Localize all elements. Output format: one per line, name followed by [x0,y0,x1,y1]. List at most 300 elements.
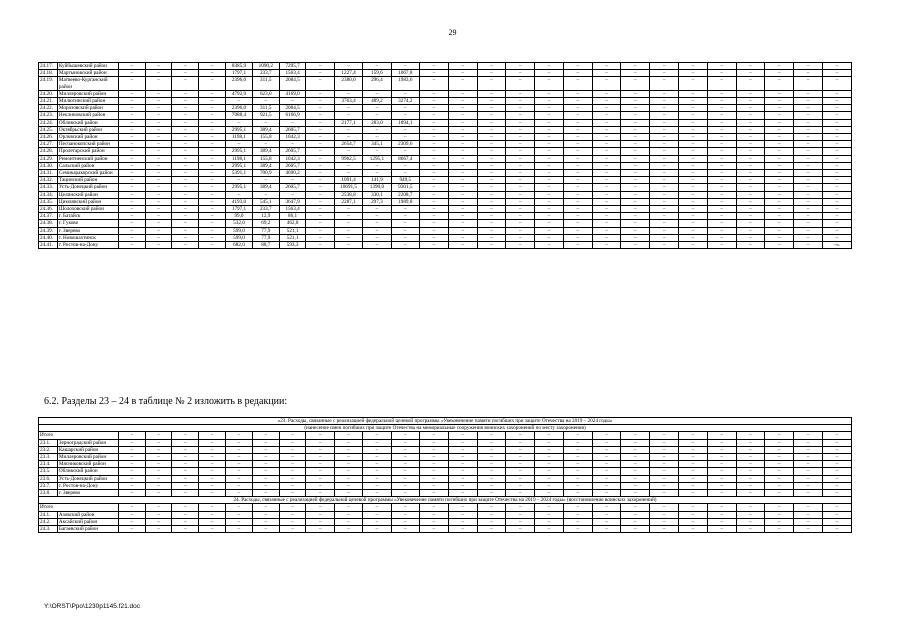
value-cell: – [679,177,708,184]
value-cell: – [363,242,391,249]
row-number: 23.3. [39,454,58,461]
value-cell: – [118,134,145,141]
value-cell: – [199,432,226,439]
value-cell: – [794,518,823,525]
value-cell: 1090,2 [252,63,279,70]
value-cell: 8385,9 [226,63,253,70]
value-cell: – [563,141,592,148]
value-cell: – [765,511,794,518]
value-cell: – [448,242,477,249]
value-cell: – [794,63,823,70]
value-cell: – [118,105,145,112]
table-row [39,526,852,533]
value-cell: – [707,98,736,105]
value-cell: – [145,198,172,205]
value-cell: – [650,234,679,241]
value-cell: – [794,206,823,213]
value-cell: 159,6 [363,70,391,77]
district-name: г. Зверево [57,227,118,234]
value-cell: 1227,4 [334,70,362,77]
value-cell: – [650,526,679,533]
value-cell: – [172,234,199,241]
section-header-row [39,425,852,432]
value-cell: – [172,105,199,112]
value-cell: – [363,170,391,177]
value-cell: – [199,446,226,453]
district-name: г. Ростов-на-Дону [57,482,118,489]
value-cell: – [477,461,506,468]
value-cell: 2084,5 [279,105,306,112]
value-cell: – [199,141,226,148]
total-label: Итого [39,432,119,439]
value-cell: – [707,220,736,227]
value-cell: – [419,518,448,525]
value-cell: – [822,461,851,468]
value-cell: – [707,90,736,97]
row-number: 24.2. [39,518,58,525]
value-cell: – [306,220,334,227]
value-cell: – [679,63,708,70]
value-cell: – [419,439,448,446]
value-cell: – [448,227,477,234]
district-name: Орловский район [57,134,118,141]
value-cell: – [145,134,172,141]
table-row [39,475,852,482]
table-row [39,90,852,97]
table-row [39,490,852,497]
value-cell: – [506,98,535,105]
value-cell: – [765,454,794,461]
value-cell: – [419,112,448,119]
value-cell: – [621,206,650,213]
value-cell: – [279,446,306,453]
value-cell: – [707,63,736,70]
value-cell: – [592,446,621,453]
value-cell: – [145,526,172,533]
value-cell: – [822,227,851,234]
value-cell: – [621,112,650,119]
value-cell: – [679,90,708,97]
value-cell: – [477,63,506,70]
value-cell: – [145,63,172,70]
value-cell: – [592,70,621,77]
value-cell: 682,0 [226,242,253,249]
value-cell: – [118,461,145,468]
value-cell: – [419,170,448,177]
value-cell: – [391,220,419,227]
value-cell: – [118,155,145,162]
value-cell: – [535,126,564,133]
value-cell: – [707,446,736,453]
value-cell: – [736,439,765,446]
value-cell: – [592,206,621,213]
value-cell: – [419,77,448,90]
value-cell: – [650,432,679,439]
value-cell: – [707,177,736,184]
value-cell: – [145,446,172,453]
value-cell: – [391,134,419,141]
value-cell: – [477,526,506,533]
value-cell: 1042,3 [279,134,306,141]
value-cell: – [506,119,535,126]
value-cell: – [650,518,679,525]
value-cell: – [679,184,708,191]
value-cell: 489,2 [363,98,391,105]
value-cell: – [650,170,679,177]
district-name: Кашарский район [57,446,118,453]
value-cell: – [334,134,362,141]
value-cell: – [563,98,592,105]
row-number: 23.4. [39,461,58,468]
value-cell: – [765,432,794,439]
value-cell: 77,9 [252,227,279,234]
value-cell: – [506,206,535,213]
value-cell: – [678,511,707,518]
value-cell: – [252,432,279,439]
value-cell: – [145,105,172,112]
value-cell: – [506,220,535,227]
value-cell: – [419,234,448,241]
value-cell: – [172,432,199,439]
row-number: 24.22. [39,105,58,112]
value-cell: – [391,468,419,475]
value-cell: – [334,432,362,439]
value-cell: 7295,7 [279,63,306,70]
value-cell: – [252,119,279,126]
value-cell: – [199,234,226,241]
value-cell: – [419,134,448,141]
value-cell: – [448,504,477,511]
value-cell: – [736,504,765,511]
value-cell: – [506,242,535,249]
value-cell: – [448,98,477,105]
value-cell: – [118,446,145,453]
value-cell: – [707,112,736,119]
value-cell: – [822,105,851,112]
value-cell: – [118,90,145,97]
value-cell: 86,1 [279,213,306,220]
value-cell: – [226,518,253,525]
value-cell: – [477,90,506,97]
value-cell: – [391,461,419,468]
value-cell: – [794,461,823,468]
value-cell: – [563,191,592,198]
value-cell: – [563,468,592,475]
value-cell: – [363,213,391,220]
value-cell: – [736,98,765,105]
value-cell: 69,2 [252,220,279,227]
value-cell: – [279,439,306,446]
value-cell: – [621,468,650,475]
district-name: Миллеровский район [57,454,118,461]
value-cell: – [765,468,794,475]
value-cell: 2396,0 [226,105,253,112]
value-cell: – [199,63,226,70]
value-cell: – [279,119,306,126]
value-cell: – [679,162,708,169]
value-cell: – [448,490,477,497]
table-row [39,77,852,90]
value-cell: – [592,220,621,227]
value-cell: – [419,141,448,148]
value-cell: – [306,77,334,90]
value-cell: – [279,518,306,525]
row-number: 24.1. [39,511,58,518]
value-cell: – [765,77,794,90]
value-cell: – [363,134,391,141]
value-cell: – [419,90,448,97]
value-cell: – [448,518,477,525]
value-cell: – [794,475,823,482]
value-cell: – [391,126,419,133]
value-cell: – [563,490,592,497]
value-cell: – [419,475,448,482]
value-cell: – [592,148,621,155]
value-cell: – [822,141,851,148]
value-cell: – [822,112,851,119]
value-cell: – [765,184,794,191]
value-cell: – [252,454,279,461]
row-number: 24.27. [39,141,58,148]
value-cell: – [650,198,679,205]
value-cell: – [199,439,226,446]
value-cell: – [448,170,477,177]
value-cell: – [765,482,794,489]
value-cell: – [172,482,199,489]
district-name: Милютинский район [57,98,118,105]
value-cell: – [448,432,477,439]
value-cell: – [477,134,506,141]
value-cell: – [279,432,306,439]
value-cell: – [306,234,334,241]
value-cell: – [822,432,851,439]
value-cell: – [650,177,679,184]
value-cell: – [592,198,621,205]
value-cell: – [794,191,823,198]
district-name: г. Батайск [57,213,118,220]
value-cell: – [506,134,535,141]
value-cell: – [535,518,564,525]
value-cell: – [650,105,679,112]
value-cell: – [563,148,592,155]
value-cell: 2380,0 [334,77,362,90]
value-cell: – [279,504,306,511]
value-cell: – [448,468,477,475]
value-cell: – [679,134,708,141]
value-cell: – [506,162,535,169]
value-cell: – [621,511,650,518]
value-cell: – [794,213,823,220]
value-cell: – [199,134,226,141]
value-cell: – [199,119,226,126]
value-cell: – [506,148,535,155]
value-cell: – [477,155,506,162]
value-cell: – [822,213,851,220]
value-cell: – [506,439,535,446]
value-cell: – [736,468,765,475]
district-name: Октябрьский район [57,126,118,133]
value-cell: – [391,518,419,525]
value-cell: – [736,191,765,198]
value-cell: – [592,63,621,70]
value-cell: – [334,148,362,155]
table-row [39,148,852,155]
value-cell: – [592,162,621,169]
value-cell: – [679,98,708,105]
value-cell: – [306,112,334,119]
value-cell: – [334,439,362,446]
value-cell: – [506,112,535,119]
value-cell: – [650,155,679,162]
table-row [39,98,852,105]
value-cell: – [477,162,506,169]
value-cell: – [794,482,823,489]
value-cell: – [419,461,448,468]
value-cell: – [707,468,736,475]
value-cell: – [199,105,226,112]
value-cell: – [592,213,621,220]
value-cell: – [736,220,765,227]
value-cell: 233,7 [252,70,279,77]
value-cell: – [736,148,765,155]
value-cell: – [535,198,564,205]
value-cell: – [736,213,765,220]
value-cell: – [535,227,564,234]
value-cell: – [506,432,535,439]
value-cell: – [765,177,794,184]
value-cell: – [765,70,794,77]
value-cell: – [822,155,851,162]
value-cell: – [736,155,765,162]
value-cell: – [448,198,477,205]
value-cell: – [563,119,592,126]
value-cell: – [650,468,679,475]
value-cell: – [506,198,535,205]
value-cell: – [199,90,226,97]
value-cell: – [535,220,564,227]
district-name: Обливский район [57,119,118,126]
value-cell: – [199,461,226,468]
value-cell: – [822,126,851,133]
value-cell: – [563,155,592,162]
value-cell: – [736,454,765,461]
value-cell: – [419,119,448,126]
value-cell: – [334,63,362,70]
district-name: Песчанокопский район [57,141,118,148]
value-cell: – [306,119,334,126]
value-cell: – [448,141,477,148]
value-cell: – [199,526,226,533]
value-cell: – [172,170,199,177]
value-cell: – [334,234,362,241]
value-cell: – [118,234,145,241]
value-cell: – [678,475,707,482]
value-cell: – [279,98,306,105]
value-cell: – [707,242,736,249]
value-cell: 10691,5 [334,184,362,191]
value-cell: – [794,155,823,162]
value-cell: – [391,227,419,234]
value-cell: – [822,198,851,205]
value-cell: – [226,141,253,148]
value-cell: – [707,454,736,461]
value-cell: 12,9 [252,213,279,220]
value-cell: – [736,461,765,468]
value-cell: – [621,490,650,497]
value-cell: – [477,191,506,198]
table-row [39,213,852,220]
value-cell: – [477,70,506,77]
value-cell: – [145,490,172,497]
row-number: 24.35. [39,198,58,205]
value-cell: – [736,518,765,525]
value-cell: – [765,475,794,482]
value-cell: – [145,213,172,220]
value-cell: – [592,90,621,97]
value-cell: – [145,461,172,468]
value-cell: – [306,184,334,191]
value-cell: – [794,70,823,77]
value-cell: – [592,526,621,533]
value-cell: – [707,518,736,525]
value-cell: – [707,511,736,518]
value-cell: 4169,0 [279,90,306,97]
value-cell: – [794,134,823,141]
value-cell: – [794,227,823,234]
value-cell: – [252,446,279,453]
value-cell: – [477,511,506,518]
value-cell: – [506,155,535,162]
table-row [39,63,852,70]
value-cell: – [118,70,145,77]
value-cell: – [794,504,823,511]
table-row [39,482,852,489]
value-cell: – [650,227,679,234]
value-cell: – [679,70,708,77]
value-cell: – [363,112,391,119]
value-cell: – [448,77,477,90]
value-cell: – [765,198,794,205]
value-cell: – [736,482,765,489]
value-cell: – [592,482,621,489]
value-cell: – [172,112,199,119]
value-cell: – [678,446,707,453]
value-cell: – [707,126,736,133]
value-cell: – [419,126,448,133]
value-cell: – [391,148,419,155]
value-cell: – [448,454,477,461]
value-cell: – [679,220,708,227]
value-cell: – [477,148,506,155]
district-name: Усть-Донецкий район [57,184,118,191]
value-cell: – [592,170,621,177]
value-cell: – [391,490,419,497]
district-name: Тацинский район [57,177,118,184]
total-label: Итого [39,504,119,511]
value-cell: – [172,119,199,126]
value-cell: – [363,432,391,439]
value-cell: – [678,504,707,511]
value-cell: – [650,446,679,453]
value-cell: 297,3 [363,198,391,205]
value-cell: – [679,242,708,249]
value-cell: – [118,490,145,497]
value-cell: – [794,198,823,205]
value-cell: – [822,206,851,213]
value-cell: – [118,454,145,461]
value-cell: – [736,77,765,90]
value-cell: – [226,468,253,475]
